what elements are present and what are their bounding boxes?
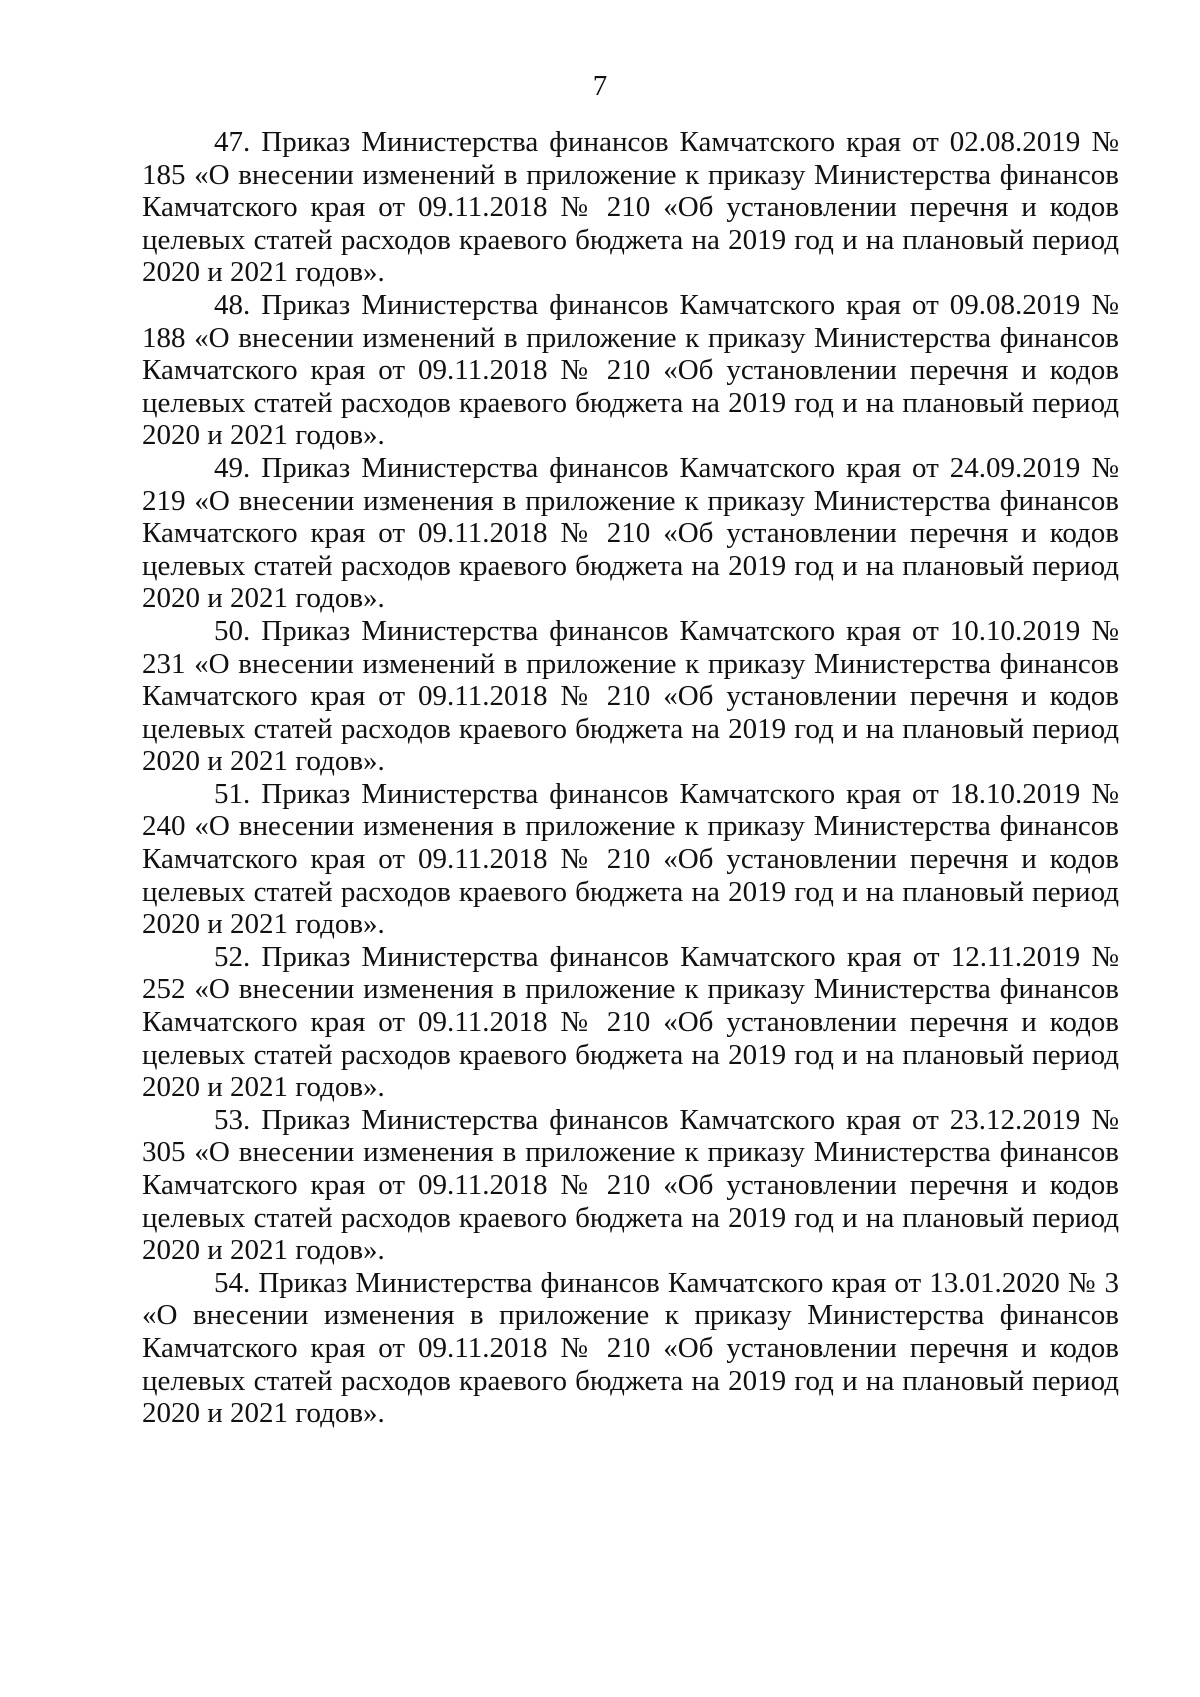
list-item-50: 50. Приказ Министерства финансов Камчатского края от 10.10.2019 № 231 «О внесении изменений в приложение к приказу Министерства финансов Камчатского края от 09.11.2018 № 210 «Об установлении перечня и кодов целевых статей расходов краевого бюджета на 2019 год и на плановый период 2020 и 2021 годов». <box>142 614 1119 778</box>
list-item-54: 54. Приказ Министерства финансов Камчатского края от 13.01.2020 № 3 «О внесении изменения в приложение к приказу Министерства финансов Камчатского края от 09.11.2018 № 210 «Об установлении перечня и кодов целевых статей расходов краевого бюджета на 2019 год и на плановый период 2020 и 2021 годов». <box>142 1266 1119 1430</box>
list-item-47: 47. Приказ Министерства финансов Камчатского края от 02.08.2019 № 185 «О внесении изменений в приложение к приказу Министерства финансов Камчатского края от 09.11.2018 № 210 «Об установлении перечня и кодов целевых статей расходов краевого бюджета на 2019 год и на плановый период 2020 и 2021 годов». <box>142 126 1119 289</box>
list-item-48: 48. Приказ Министерства финансов Камчатского края от 09.08.2019 № 188 «О внесении изменений в приложение к приказу Министерства финансов Камчатского края от 09.11.2018 № 210 «Об установлении перечня и кодов целевых статей расходов краевого бюджета на 2019 год и на плановый период 2020 и 2021 годов». <box>142 288 1119 452</box>
document-body <box>142 126 1119 1430</box>
list-item-51: 51. Приказ Министерства финансов Камчатского края от 18.10.2019 № 240 «О внесении изменения в приложение к приказу Министерства финансов Камчатского края от 09.11.2018 № 210 «Об установлении перечня и кодов целевых статей расходов краевого бюджета на 2019 год и на плановый период 2020 и 2021 годов». <box>142 777 1119 941</box>
list-item-49: 49. Приказ Министерства финансов Камчатского края от 24.09.2019 № 219 «О внесении изменения в приложение к приказу Министерства финансов Камчатского края от 09.11.2018 № 210 «Об установлении перечня и кодов целевых статей расходов краевого бюджета на 2019 год и на плановый период 2020 и 2021 годов». <box>142 451 1119 615</box>
page-number: 7 <box>592 70 608 102</box>
list-item-53: 53. Приказ Министерства финансов Камчатского края от 23.12.2019 № 305 «О внесении изменения в приложение к приказу Министерства финансов Камчатского края от 09.11.2018 № 210 «Об установлении перечня и кодов целевых статей расходов краевого бюджета на 2019 год и на плановый период 2020 и 2021 годов». <box>142 1103 1119 1267</box>
list-item-52: 52. Приказ Министерства финансов Камчатского края от 12.11.2019 № 252 «О внесении изменения в приложение к приказу Министерства финансов Камчатского края от 09.11.2018 № 210 «Об установлении перечня и кодов целевых статей расходов краевого бюджета на 2019 год и на плановый период 2020 и 2021 годов». <box>142 940 1119 1104</box>
